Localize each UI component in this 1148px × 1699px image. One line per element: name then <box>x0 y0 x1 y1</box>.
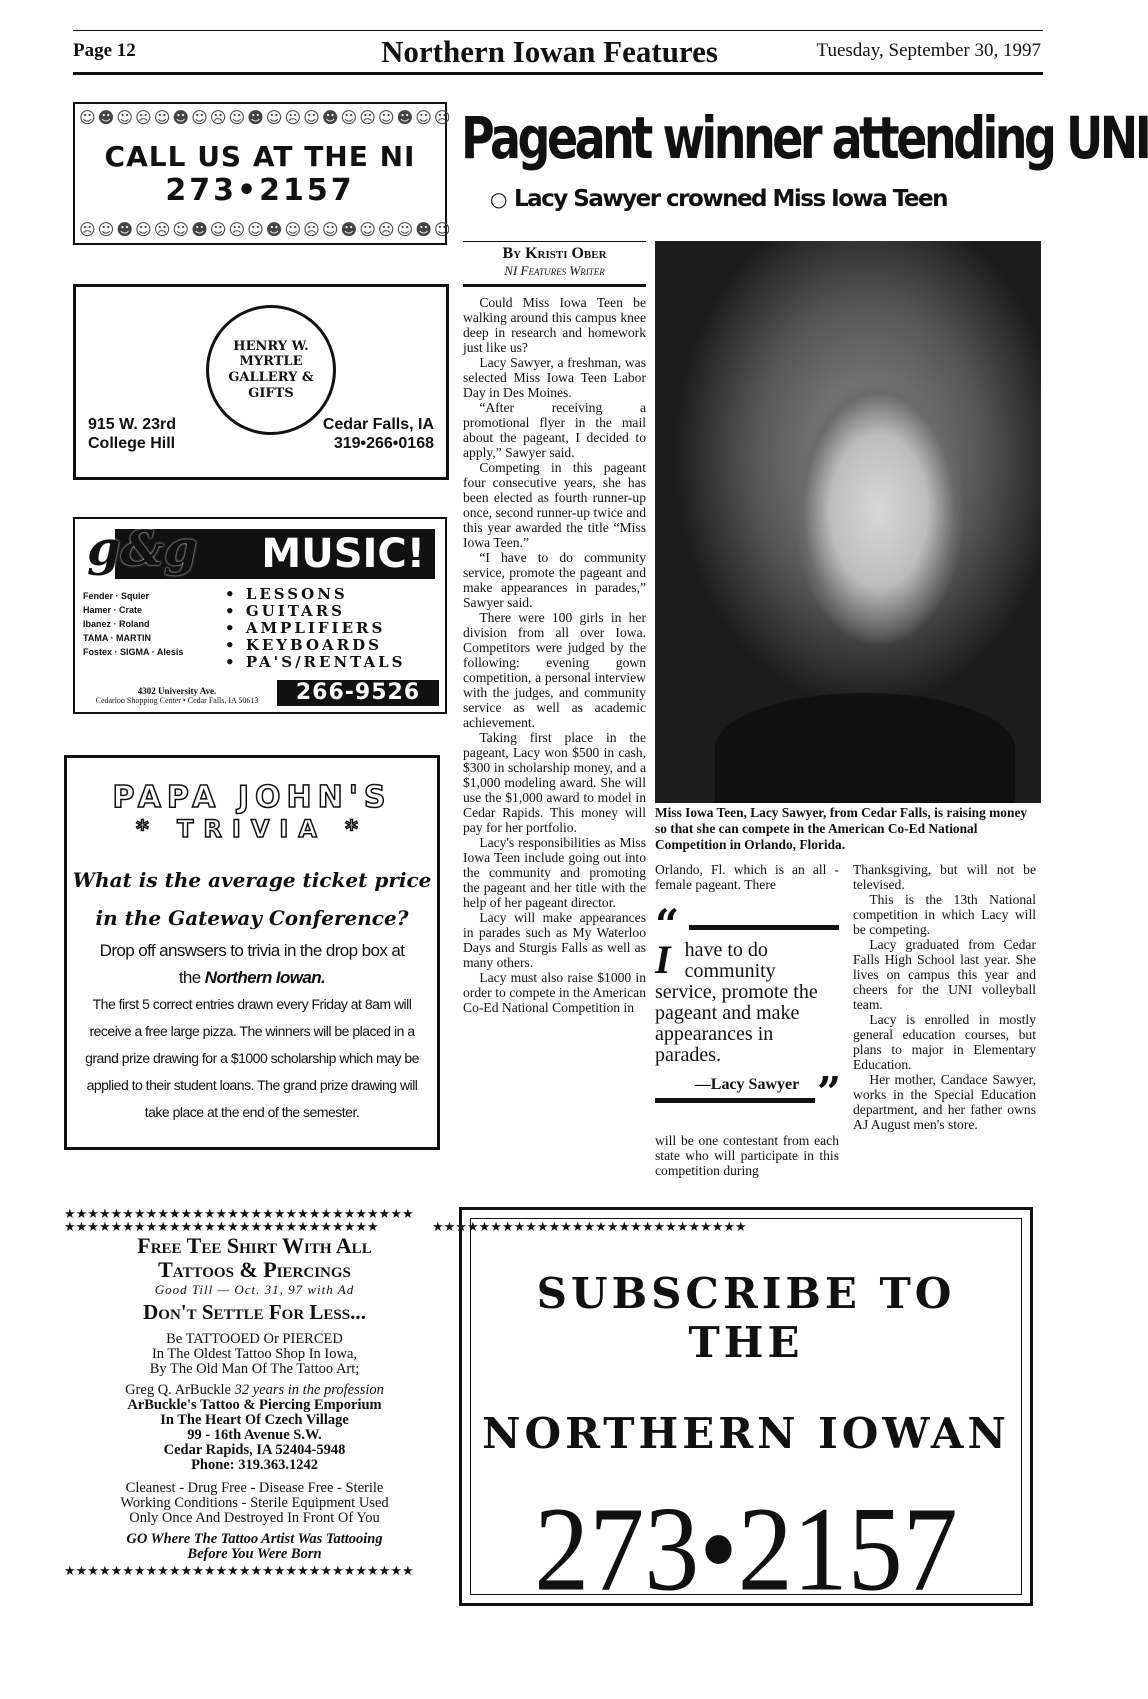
article-column-2-top: Orlando, Fl. which is an all -female pageant. There <box>655 862 839 892</box>
call-ni-phone: 273•2157 <box>165 172 355 208</box>
music-address: 4302 University Ave. <box>137 686 217 696</box>
pull-quote: “ Ihave to do community service, promote the pageant and make appearances in parades. —Lacy Sawyer ” <box>655 900 842 1117</box>
lacy-sawyer-photo <box>655 241 1041 803</box>
call-ni-ad <box>73 102 453 245</box>
star-border-icon: ★★★★★★★★★★★★★★★★★★★★★★★★★★★ <box>432 1219 747 1234</box>
music-location: Cedarloo Shopping Center • Cedar Falls, IA 50613 <box>95 696 259 705</box>
service-item: • AMPLIFIERS <box>225 619 386 637</box>
cartoon-faces-decoration: ☺☻☺☹☺☻☺☹☺☻☺☹☺☻☺☹☺☻☺☹ <box>79 108 453 127</box>
subscribe-line1: SUBSCRIBE TO THE <box>536 1269 956 1367</box>
trivia-question: What is the average ticket price in the Gateway Conference? <box>72 868 432 930</box>
tattoo-business: ArBuckle's Tattoo & Piercing Emporium In The Heart Of Czech Village 99 - 16th Avenue S.W. Cedar Rapids, IA 52404-5948 Phone: 319.363.1242 <box>127 1397 382 1473</box>
author-name: By Kristi Ober <box>502 245 607 262</box>
tattoo-conditions: Cleanest - Drug Free - Disease Free - Sterile Working Conditions - Sterile Equipment Used Only Once And Destroyed In Front Of You <box>120 1480 389 1526</box>
myrtle-gallery-logo: HENRY W. MYRTLE GALLERY & GIFTS <box>206 305 336 435</box>
star-border-icon: ★★★★★★★★★★★★★★★★★★★★★★★★★★★ <box>64 1219 379 1234</box>
tattoo-owner: Greg Q. ArBuckle 32 years in the profession <box>125 1382 384 1398</box>
header-bottom-rule <box>73 72 1043 75</box>
myrtle-address-line2: College Hill <box>88 435 176 452</box>
star-border-icon: ★★★★★★★★★★★★★★★★★★★★★★★★★★★★★★ <box>64 1206 414 1221</box>
page-number: Page 12 <box>73 40 136 61</box>
trivia-drop-off: Drop off answsers to trivia in the drop box at the Northern Iowan. <box>99 941 405 987</box>
trivia-subtitle: * TRIVIA * <box>136 815 368 843</box>
subscribe-line2: NORTHERN IOWAN <box>482 1409 1010 1458</box>
close-quote-icon: ” <box>817 1068 842 1117</box>
author-role: NI Features Writer <box>504 263 605 278</box>
instrument-brand-logos: Fender · Squier Hamer · Crate Ibanez · Roland TAMA · MARTIN Fostex · SIGMA · Alesis <box>83 591 184 657</box>
issue-date: Tuesday, September 30, 1997 <box>816 40 1041 61</box>
service-item: • PA'S/RENTALS <box>225 653 406 671</box>
service-item: • LESSONS <box>225 585 348 603</box>
byline <box>463 241 646 287</box>
call-ni-line1: CALL US AT THE NI <box>104 139 416 173</box>
myrtle-city: Cedar Falls, IA <box>322 416 434 433</box>
myrtle-gallery-ad <box>73 284 449 480</box>
bullet-circle-icon: ○ <box>490 187 506 211</box>
myrtle-phone: 319•266•0168 <box>333 435 434 452</box>
subscribe-ad <box>459 1207 1033 1617</box>
trivia-title: PAPA JOHN'S <box>112 780 392 815</box>
pull-quote-attribution: —Lacy Sawyer <box>694 1076 800 1093</box>
service-item: • KEYBOARDS <box>225 636 382 654</box>
tattoo-headline-3: Don't Settle For Less... <box>143 1300 366 1324</box>
pull-quote-initial: I <box>655 937 671 982</box>
music-services-list <box>225 586 406 671</box>
subscribe-phone: 273•2157 <box>534 1481 958 1617</box>
music-brand: MUSIC! <box>115 529 435 579</box>
star-border-icon: ★★★★★★★★★★★★★★★★★★★★★★★★★★★★★★ <box>64 1563 414 1578</box>
music-brand-script: g&g <box>87 521 198 577</box>
tattoo-valid: Good Till — Oct. 31, 97 with Ad <box>154 1282 355 1297</box>
article-column-3: Thanksgiving, but will not be televised. This is the 13th National competition in which Lacy will be competing. Lacy graduated from Cedar Falls High School last year. She lives on campus this year and cheers for the UNI volleyball team. Lacy is enrolled in mostly general education courses, but plans to major in Elementary Education. Her mother, Candace Sawyer, works in the Special Education department, and her father owns AJ August men's store. <box>853 862 1036 1132</box>
papa-johns-trivia-ad <box>64 755 440 1150</box>
article-column-2-bottom: will be one contestant from each state who will participate in this competition during <box>655 1133 839 1178</box>
tattoo-headline-1: Free Tee Shirt With All <box>137 1233 372 1258</box>
cartoon-faces-decoration: ☹☺☻☺☹☺☻☺☹☺☻☺☹☺☻☺☹☺☻☺ <box>79 220 453 239</box>
article-column-1: Could Miss Iowa Teen be walking around this campus knee deep in research and homework just like us? Lacy Sawyer, a freshman, was selected Miss Iowa Teen Labor Day in Des Moines. “After receiving a promotional flyer in the mail about the pageant, I decided to apply,” Sawyer said. Competing in this pageant four consecutive years, she has been elected as fourth runner-up once, second runner-up twice and this year awarded the title “Miss Iowa Teen.” “I have to do community service, promote the pageant and make appearances in parades,” Sawyer said. There were 100 girls in her division from all over Iowa. Competitors were judged by the following: evening gown competition, a personal interview with the judges, and community service as well as academic achievement. Taking first place in the pageant, Lacy won $500 in cash, $300 in scholarship money, and a $1,000 modeling award. She will use the $1,000 award to model in Cedar Rapids. This money will pay for her portfolio. Lacy's responsibilities as Miss Iowa Teen include going out into the community and promoting the pageant and her title with the help of her pageant director. Lacy will make appearances in parades such as My Waterloo Days and Sturgis Falls as well as many others. Lacy must also raise $1000 in order to compete in the American Co-Ed National Competition in <box>463 295 646 1015</box>
tattoo-tagline: GO Where The Tattoo Artist Was Tattooing Before You Were Born <box>126 1531 383 1562</box>
music-phone: 266-9526 <box>277 680 439 706</box>
article-subhead: ○ Lacy Sawyer crowned Miss Iowa Teen <box>490 186 948 212</box>
photo-caption: Miss Iowa Teen, Lacy Sawyer, from Cedar Falls, is raising money so that she can compete in the American Co-Ed National Competition in Orlando, Florida. <box>655 805 1028 852</box>
open-quote-icon: “ <box>655 900 680 949</box>
tattoo-intro: Be TATTOOED Or PIERCED In The Oldest Tattoo Shop In Iowa, By The Old Man Of The Tattoo Art; <box>149 1331 360 1377</box>
header-top-rule <box>73 30 1043 31</box>
myrtle-address-line1: 915 W. 23rd <box>88 416 177 433</box>
trivia-details: The first 5 correct entries drawn every Friday at 8am will receive a free large pizza. The winners will be placed in a grand prize drawing for a $1000 scholarship which may be applied to their student loans. The grand prize drawing will take place at the end of the semester. <box>85 996 419 1120</box>
service-item: • GUITARS <box>225 602 345 620</box>
tattoo-headline-2: Tattoos & Piercings <box>158 1257 351 1282</box>
article-headline: Pageant winner attending UNI <box>461 104 1148 172</box>
gg-music-ad <box>73 517 447 714</box>
section-title: Northern Iowan Features <box>381 34 718 69</box>
